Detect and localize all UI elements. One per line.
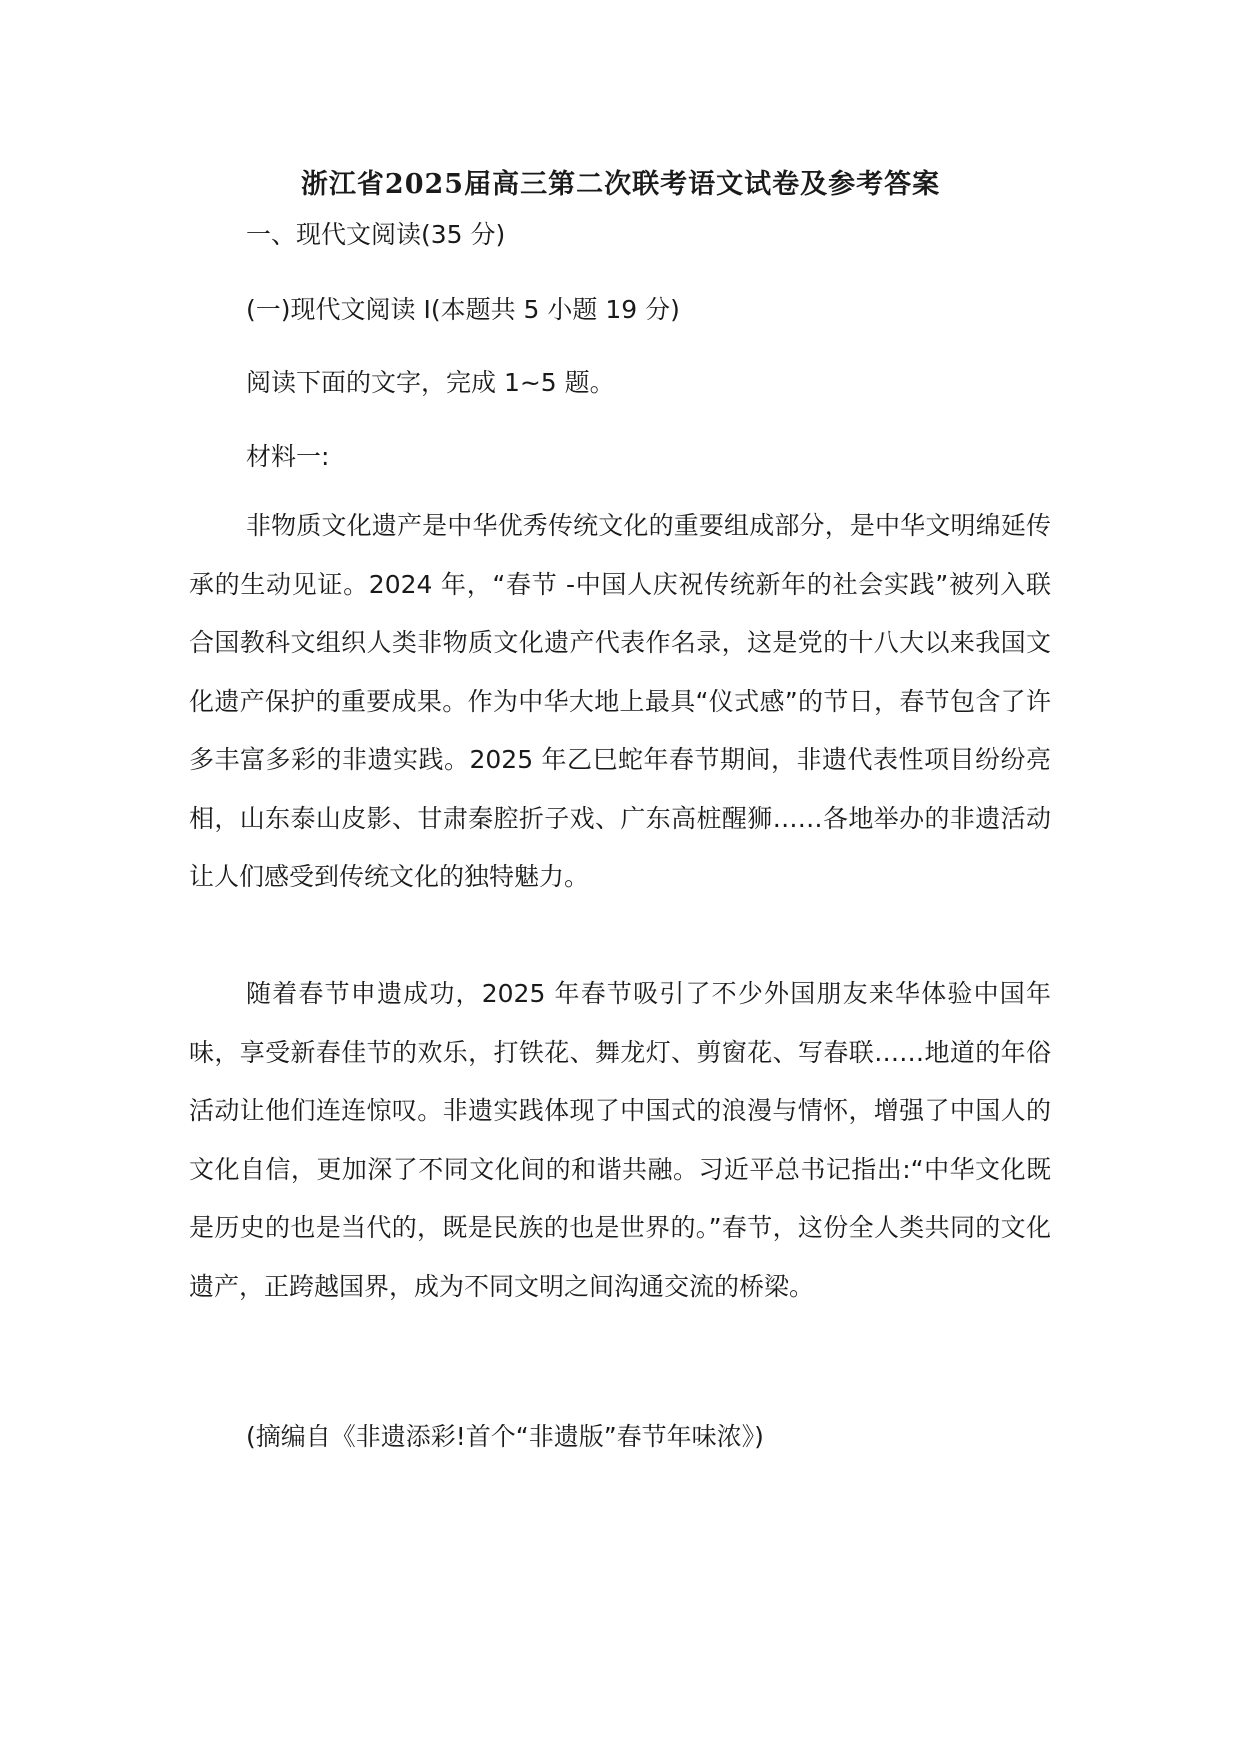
paragraph-1: 非物质文化遗产是中华优秀传统文化的重要组成部分，是中华文明绵延传承的生动见证。2024 年，“春节 -中国人庆祝传统新年的社会实践”被列入联合国教科文组织人类非物质文化遗产代表作名录，这是党的十八大以来我国文化遗产保护的重要成果。作为中华大地上最具“仪式感”的节日，春节包含了许多丰富多彩的非遗实践。2025 年乙巳蛇年春节期间，非遗代表性项目纷纷亮相，山东泰山皮影、甘肃秦腔折子戏、广东高桩醒狮……各地举办的非遗活动让人们感受到传统文化的独特魅力。 — [189, 511, 1051, 891]
material-label: 材料一: — [246, 442, 330, 471]
section-heading: 一、现代文阅读(35 分) — [246, 220, 506, 249]
reading-instruction: 阅读下面的文字，完成 1~5 题。 — [246, 368, 615, 397]
subsection-heading: (一)现代文阅读 I(本题共 5 小题 19 分) — [246, 295, 680, 324]
paragraph-2: 随着春节申遗成功，2025 年春节吸引了不少外国朋友来华体验中国年味，享受新春佳节的欢乐，打铁花、舞龙灯、剪窗花、写春联……地道的年俗活动让他们连连惊叹。非遗实践体现了中国式的浪漫与情怀，增强了中国人的文化自信，更加深了不同文化间的和谐共融。习近平总书记指出:“中华文化既是历史的也是当代的，既是民族的也是世界的。”春节，这份全人类共同的文化遗产，正跨越国界，成为不同文明之间沟通交流的桥梁。 — [189, 979, 1051, 1301]
source-citation: (摘编自《非遗添彩!首个“非遗版”春节年味浓》) — [246, 1422, 764, 1451]
document-title: 浙江省2025届高三第二次联考语文试卷及参考答案 — [300, 169, 941, 200]
